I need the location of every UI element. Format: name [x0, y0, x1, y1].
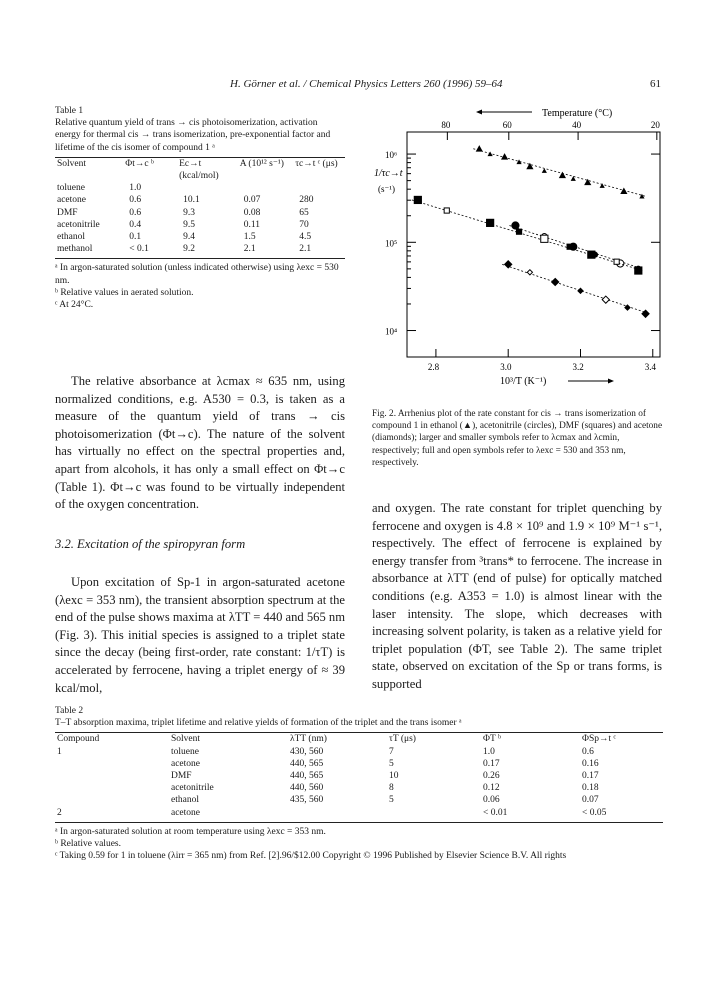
table2-row	[55, 746, 663, 758]
table1-cell	[238, 182, 294, 194]
DMF-point	[567, 244, 572, 249]
table2-cell: 0.06	[483, 795, 500, 806]
x-axis-label: 10³/T (K⁻¹)	[500, 376, 547, 387]
table2-cell: DMF	[171, 771, 192, 782]
table-1-notes	[55, 262, 345, 311]
table2-row	[55, 770, 663, 782]
table1-cell: 0.07	[243, 195, 261, 206]
table2-cell: 0.17	[483, 758, 500, 769]
table1-cell: 1.0	[129, 183, 142, 194]
table2-cell: 1.0	[483, 746, 495, 757]
table2-cell: 8	[389, 783, 394, 794]
top-tick-label: 40	[572, 120, 582, 130]
left-paragraph-2: Upon excitation of Sp-1 in argon-saturated acetone (λexc = 353 nm), the transient absorption spectrum at the end of the pulse shows maxima at λTT = 440 and 565 nm (Fig. 3). This initial species is assigned to a triplet state since the decay (being first-order, rate constant: 1/τT) is accelerated by ferrocene, having a triplet energy of ≈ 39 kcal/mol,	[55, 575, 345, 695]
table2-cell: 435, 560	[290, 795, 324, 806]
table2-cell: < 0.05	[582, 807, 607, 818]
table-2-note: ᵇ Relative values.	[55, 839, 121, 850]
table-2-header: Compound	[57, 734, 100, 745]
running-head: H. Görner et al. / Chemical Physics Letters 260 (1996) 59–64	[230, 78, 503, 90]
table2-row	[55, 782, 663, 794]
table2-cell: ethanol	[171, 795, 199, 806]
top-tick-label: 80	[441, 120, 451, 130]
table1-cell: 4.5	[299, 232, 312, 243]
figure-top-axis-label: Temperature (°C)	[542, 108, 613, 119]
arrhenius-figure	[372, 100, 672, 390]
acetone-point	[602, 296, 609, 303]
table2-cell: 440, 565	[290, 771, 324, 782]
table1-row	[55, 219, 345, 231]
table-1-header: Solvent	[57, 158, 87, 169]
table-1-note: ᵃ In argon-saturated solution (unless indicated otherwise) using λexc = 530 nm.	[55, 263, 339, 286]
table2-cell: 5	[389, 795, 394, 806]
table2-cell: 0.26	[483, 771, 500, 782]
table-1-header: A (10¹² s⁻¹)	[239, 158, 284, 169]
table2-cell: 0.12	[483, 783, 500, 794]
table2-cell	[55, 782, 169, 794]
table2-row	[55, 758, 663, 770]
table2-cell: < 0.01	[483, 807, 508, 818]
table2-cell: 0.16	[582, 758, 599, 769]
page-number: 61	[650, 78, 661, 90]
table2-row	[55, 794, 663, 806]
DMF-point	[487, 219, 494, 226]
fit-line-ethanol	[473, 149, 646, 197]
y-axis-label: 1/τc→t	[374, 168, 403, 179]
table-2-header: Solvent	[171, 734, 201, 745]
y-tick-label: 10⁶	[385, 150, 398, 161]
ethanol-point	[600, 183, 605, 188]
table1-cell: 70	[299, 219, 309, 230]
table2-cell: 0.18	[582, 783, 599, 794]
table2-cell	[55, 794, 169, 806]
table-2-grid	[55, 733, 663, 818]
table2-cell: acetone	[171, 807, 201, 818]
table2-cell: 2	[57, 807, 62, 818]
plot-frame	[407, 132, 660, 357]
table-1-grid	[55, 158, 345, 256]
acetone-point	[552, 278, 559, 285]
table2-cell: 7	[389, 746, 394, 757]
table2-cell: toluene	[171, 746, 199, 757]
table1-cell: ethanol	[57, 232, 85, 243]
table1-cell: 9.3	[183, 207, 195, 218]
table1-cell: 9.2	[183, 244, 195, 255]
table1-cell: 0.4	[129, 219, 142, 230]
table-2-header: λTT (nm)	[290, 734, 327, 745]
table-2	[55, 705, 663, 862]
table2-cell: acetonitrile	[171, 783, 214, 794]
table1-cell	[293, 182, 345, 194]
table-1	[55, 105, 345, 311]
table2-cell	[288, 807, 387, 819]
acetone-point	[625, 305, 630, 310]
table1-row	[55, 243, 345, 255]
left-paragraph-1: The relative absorbance at λcmax ≈ 635 nm, using normalized conditions, e.g. A530 = 0.3, is taken as a measure of the quantum yield of trans → cis photoisomerization (Φt→c). The nature of the solvent has virtually no effect on the spectral properties and, apart from alcohols, it has only a small effect on Φt→c (Table 1). Φt→c was found to be virtually independent of the oxygen concentration.	[55, 374, 345, 512]
table1-cell	[177, 182, 238, 194]
table1-cell: < 0.1	[129, 244, 149, 255]
table2-cell: 430, 560	[290, 746, 324, 757]
ethanol-point	[620, 188, 627, 194]
table1-cell: 65	[299, 207, 309, 218]
figure-caption: Fig. 2. Arrhenius plot of the rate constant for cis → trans isomerization of compound 1 in ethanol (▲), acetonitrile (circles), DMF (squares) and acetone (diamonds); larger and smaller symbols refer to λcmax and λcmin, respectively; full and open symbols refer to λexc = 530 and 353 nm, respectively.	[372, 409, 663, 468]
table-1-header-row	[55, 158, 345, 182]
table-2-header: ΦT ᵇ	[483, 734, 501, 745]
DMF-point	[414, 196, 421, 203]
table2-cell: 0.17	[582, 771, 599, 782]
y-tick-label: 10⁴	[385, 326, 398, 337]
ethanol-point	[542, 168, 547, 173]
x-tick-label: 2.8	[427, 362, 440, 372]
table2-row	[55, 807, 663, 819]
table1-cell: DMF	[57, 207, 78, 218]
table-2-note: ᶜ Taking 0.59 for 1 in toluene (λirr = 365 nm) from Ref. [2].96/$12.00 Copyright © 1996 Published by Elsevier Science B.V. All rights	[55, 851, 567, 862]
table-2-label: Table 2	[55, 706, 84, 716]
acetonitrile-point	[512, 222, 519, 229]
table1-cell: 0.08	[243, 207, 261, 218]
table1-row	[55, 231, 345, 243]
table-1-header: Ec→t (kcal/mol)	[179, 158, 219, 182]
table1-cell: 0.6	[129, 207, 142, 218]
table1-cell: 9.4	[183, 232, 195, 243]
acetone-point	[578, 288, 583, 293]
section-heading-text: 3.2. Excitation of the spiropyran form	[55, 537, 246, 551]
table1-cell: acetonitrile	[57, 219, 100, 230]
x-tick-label: 3.0	[500, 362, 512, 372]
table1-cell: 280	[299, 195, 314, 206]
table1-cell: 0.6	[129, 195, 142, 206]
table2-cell	[55, 758, 169, 770]
table-1-label: Table 1	[55, 106, 84, 116]
table2-cell: 1	[57, 746, 62, 757]
table1-cell: 9.5	[183, 219, 195, 230]
figure-arrowhead-left	[476, 110, 482, 115]
table2-cell: 5	[389, 758, 394, 769]
y-tick-label: 10⁵	[385, 238, 398, 249]
y-axis-unit: (s⁻¹)	[378, 184, 395, 194]
table-1-note: ᵇ Relative values in aerated solution.	[55, 287, 194, 298]
table1-row	[55, 194, 345, 206]
table2-cell	[387, 807, 481, 819]
table2-cell: 0.6	[582, 746, 594, 757]
x-tick-label: 3.2	[572, 362, 584, 372]
x-tick-label: 3.4	[644, 362, 657, 372]
table-1-header: τc→t ᶜ (μs)	[295, 158, 338, 169]
table-2-header: ΦSp→t ᶜ	[582, 734, 616, 745]
table2-cell: 440, 565	[290, 758, 324, 769]
table1-cell: 0.1	[129, 232, 142, 243]
table1-cell: toluene	[57, 183, 85, 194]
DMF-point	[444, 208, 449, 213]
DMF-point	[588, 251, 595, 258]
table-2-header: τT (μs)	[389, 734, 416, 745]
table2-cell: acetone	[171, 758, 201, 769]
table-1-caption-block	[55, 105, 345, 154]
DMF-point	[541, 235, 548, 242]
right-paragraph: and oxygen. The rate constant for triplet quenching by ferrocene and oxygen is 4.8 × 10⁹ and 1.9 × 10⁹ M⁻¹ s⁻¹, respectively. The effect of ferrocene is explained by energy transfer from ³trans* to ferrocene. The increase in absorbance at λTT (end of pulse) for optically matched conditions (e.g. A353 = 1.0) is almost linear with the laser intensity. The slope, which decreases with increasing solvent polarity, is taken as a relative yield for triplet population (ΦT, see Table 2). The same triplet state, observed on excitation of the Sp or trans forms, is supported	[372, 501, 662, 691]
table-1-note: ᶜ At 24°C.	[55, 300, 94, 311]
table1-cell: methanol	[57, 244, 93, 255]
table1-cell: acetone	[57, 195, 87, 206]
table-2-note: ᵃ In argon-saturated solution at room temperature using λexc = 353 nm.	[55, 826, 326, 837]
DMF-point	[614, 259, 619, 264]
ethanol-point	[476, 145, 483, 151]
table2-cell: 0.07	[582, 795, 599, 806]
table1-cell: 0.11	[243, 219, 260, 230]
table-1-caption: Relative quantum yield of trans → cis photoisomerization, activation energy for thermal cis → trans isomerization, pre-exponential factor and lifetime of the cis isomer of compound 1 ᵃ	[55, 118, 331, 153]
acetone-point	[527, 270, 532, 275]
table1-cell: 2.1	[243, 244, 256, 255]
DMF-point	[635, 267, 642, 274]
table-2-header-row	[55, 733, 663, 745]
table-2-notes	[55, 826, 663, 863]
section-heading	[55, 537, 345, 552]
table2-cell: 440, 560	[290, 783, 324, 794]
table1-row	[55, 207, 345, 219]
table-2-caption: T–T absorption maxima, triplet lifetime and relative yields of formation of the triplet and the trans isomer ᵃ	[55, 718, 462, 729]
table2-cell: 10	[389, 771, 399, 782]
top-tick-label: 20	[650, 120, 660, 130]
axis-ticks	[385, 120, 660, 372]
table-1-header: Φt→c ᵇ	[125, 158, 154, 169]
table2-cell	[55, 770, 169, 782]
ethanol-point	[488, 151, 493, 156]
table1-cell: 1.5	[243, 232, 256, 243]
data-points	[412, 145, 650, 317]
table1-row	[55, 182, 345, 194]
DMF-point	[516, 229, 521, 234]
table1-cell: 10.1	[183, 195, 200, 206]
figure-arrowhead-right	[608, 379, 614, 384]
top-tick-label: 60	[502, 120, 512, 130]
table1-cell: 2.1	[299, 244, 312, 255]
